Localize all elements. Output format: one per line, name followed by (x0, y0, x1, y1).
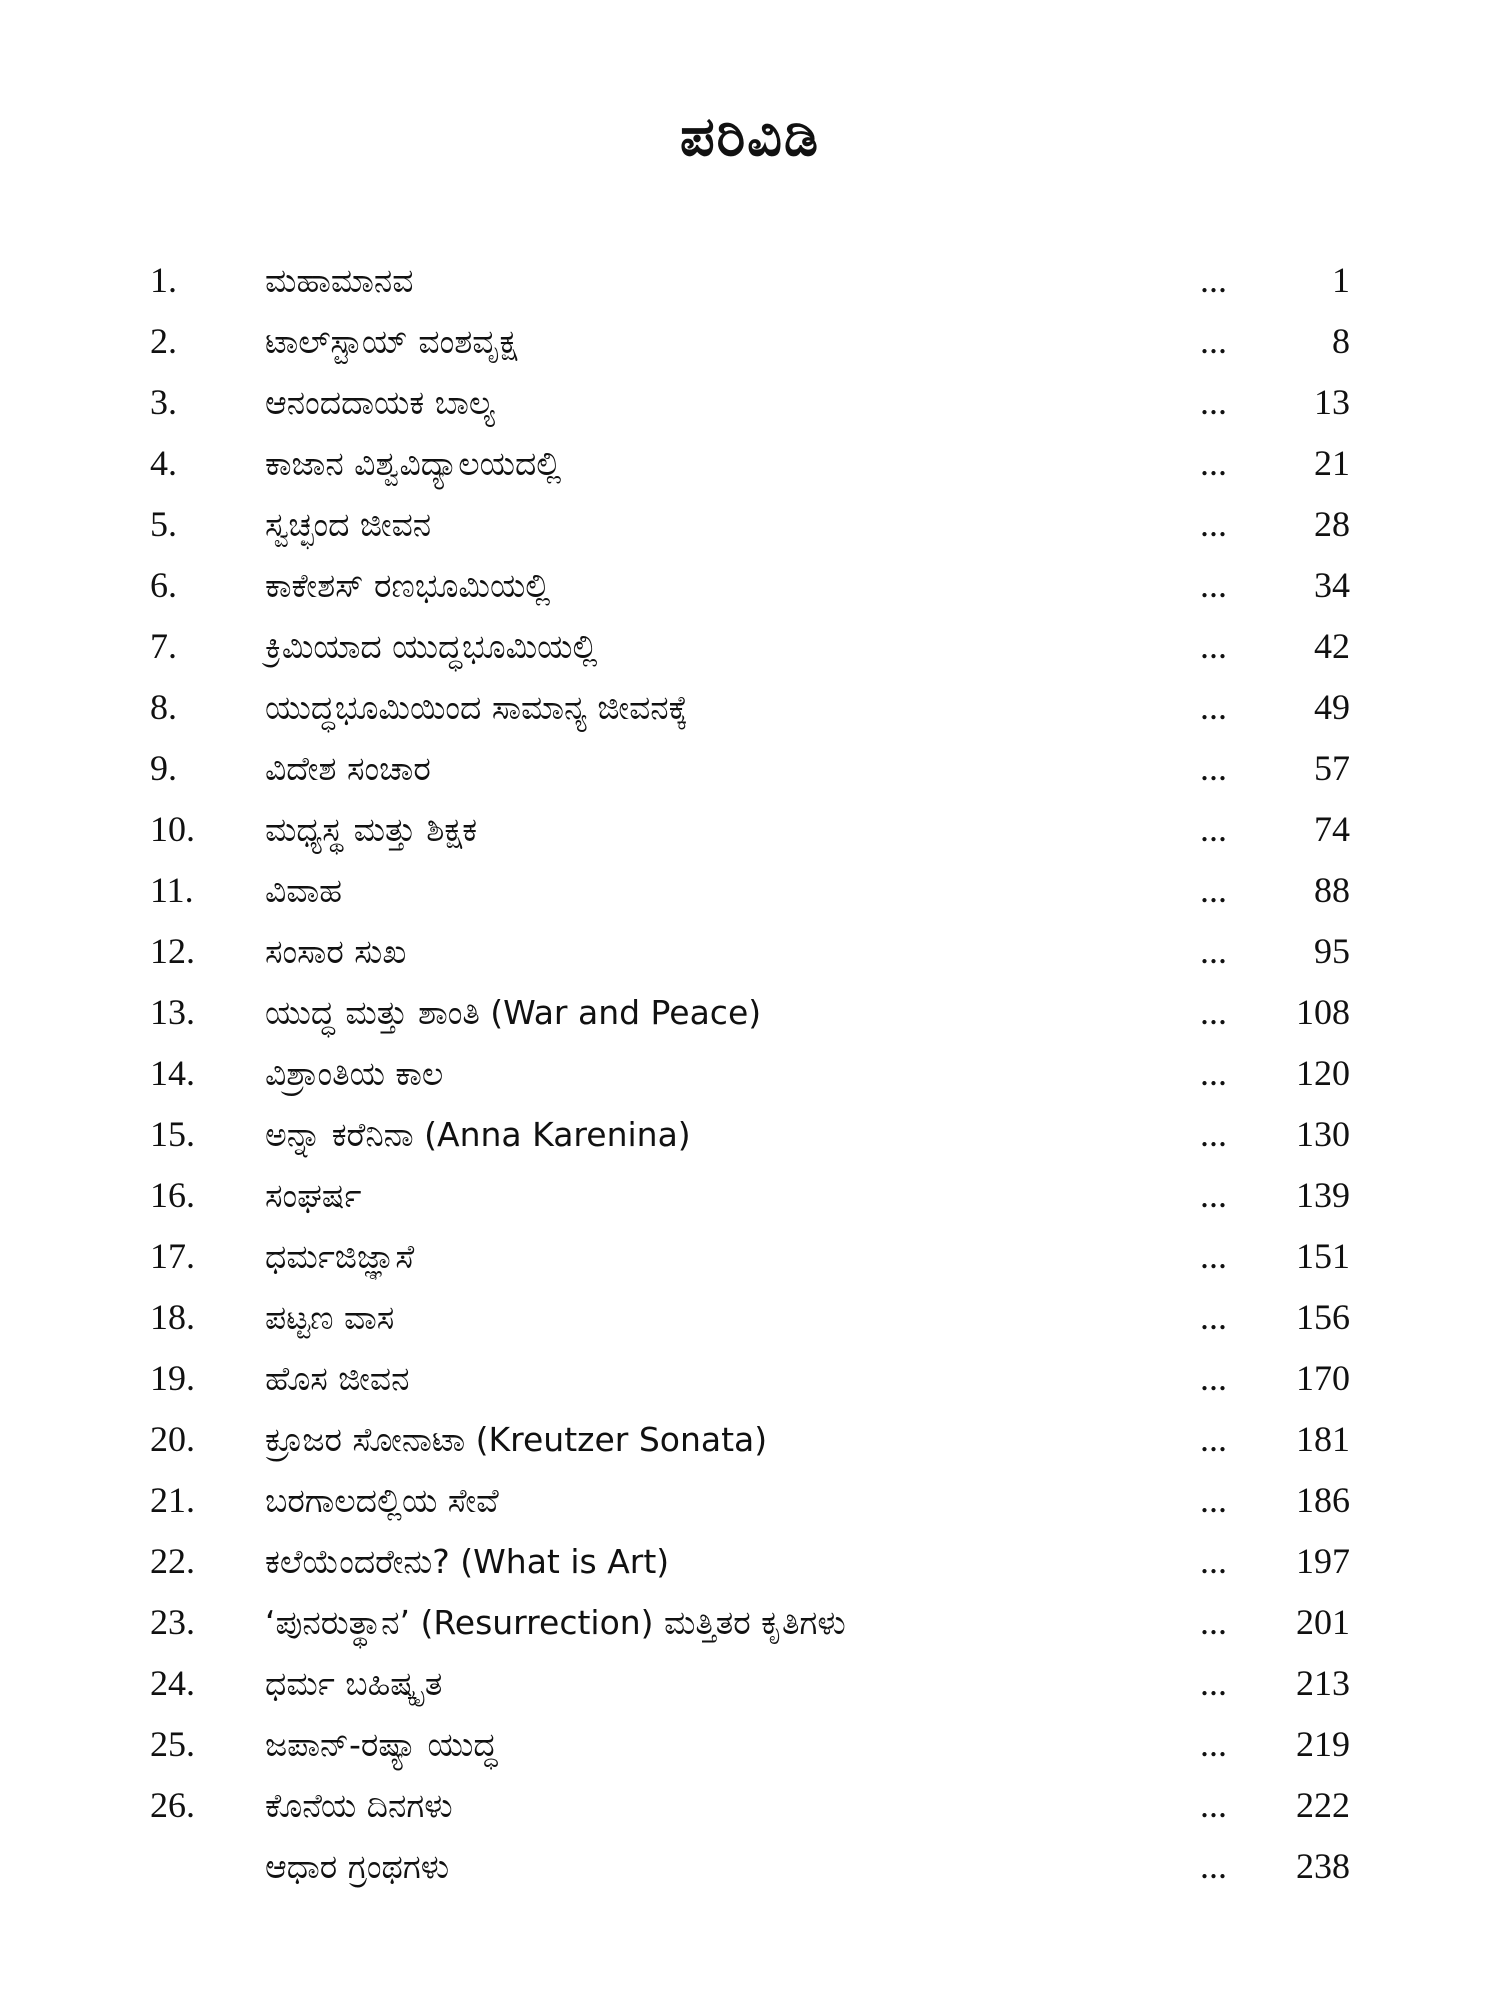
toc-entry (150, 494, 1350, 555)
page-number: 120 (1296, 1053, 1350, 1093)
page-number: 108 (1296, 992, 1350, 1032)
page-number: 49 (1314, 687, 1350, 727)
toc-entry (150, 1470, 1350, 1531)
entry-number: 23. (150, 1602, 195, 1642)
entry-number: 12. (150, 931, 195, 971)
leader-dots: ... (1200, 1297, 1227, 1337)
entry-title: ಕ್ರೂಜರ ಸೋನಾಟಾ (Kreutzer Sonata) (265, 1420, 768, 1459)
entry-number: 21. (150, 1480, 195, 1520)
leader-dots: ... (1200, 870, 1227, 910)
page-number: 42 (1314, 626, 1350, 666)
leader-dots: ... (1200, 1602, 1227, 1642)
page-number: 74 (1314, 809, 1350, 849)
entry-title: ವಿದೇಶ ಸಂಚಾರ (265, 749, 431, 788)
page-number: 34 (1314, 565, 1350, 605)
page-number: 1 (1332, 260, 1350, 300)
page-number: 28 (1314, 504, 1350, 544)
toc-entry (150, 1043, 1350, 1104)
entry-number: 14. (150, 1053, 195, 1093)
entry-number: 8. (150, 687, 177, 727)
entry-number: 2. (150, 321, 177, 361)
entry-title: ಕಲೆಯೆಂದರೇನು? (What is Art) (265, 1542, 670, 1581)
entry-number: 13. (150, 992, 195, 1032)
toc-entry (150, 1226, 1350, 1287)
toc-entry (150, 799, 1350, 860)
toc-entry (150, 1592, 1350, 1653)
entry-title: ಅನ್ನಾ ಕರೆನಿನಾ (Anna Karenina) (265, 1115, 691, 1154)
entry-title: ಟಾಲ್‌ಸ್ಟಾಯ್ ವಂಶವೃಕ್ಷ (265, 322, 518, 361)
entry-number: 24. (150, 1663, 195, 1703)
leader-dots: ... (1200, 1053, 1227, 1093)
entry-number: 26. (150, 1785, 195, 1825)
leader-dots: ... (1200, 809, 1227, 849)
page-number: 170 (1296, 1358, 1350, 1398)
entry-title: ಮಧ್ಯಸ್ಥ ಮತ್ತು ಶಿಕ್ಷಕ (265, 810, 478, 849)
page-number: 222 (1296, 1785, 1350, 1825)
page-number: 130 (1296, 1114, 1350, 1154)
page-number: 186 (1296, 1480, 1350, 1520)
entry-title: ಹೊಸ ಜೀವನ (265, 1359, 410, 1398)
entry-number: 20. (150, 1419, 195, 1459)
table-of-contents (150, 250, 1350, 1897)
entry-title: ಮಹಾಮಾನವ (265, 261, 414, 300)
entry-number: 6. (150, 565, 177, 605)
entry-title: ಕಾಜಾನ ವಿಶ್ವವಿದ್ಯಾಲಯದಲ್ಲಿ (265, 444, 562, 483)
entry-title: ಬರಗಾಲದಲ್ಲಿಯ ಸೇವೆ (265, 1481, 499, 1520)
entry-number: 16. (150, 1175, 195, 1215)
entry-title: ಕಾಕೇಶಸ್ ರಣಭೂಮಿಯಲ್ಲಿ (265, 566, 551, 605)
page-title: ಪರಿವಿಡಿ (680, 105, 820, 168)
entry-number: 10. (150, 809, 195, 849)
toc-entry (150, 1775, 1350, 1836)
leader-dots: ... (1200, 1724, 1227, 1764)
entry-number: 17. (150, 1236, 195, 1276)
toc-entry (150, 616, 1350, 677)
leader-dots: ... (1200, 1846, 1227, 1886)
leader-dots: ... (1200, 1236, 1227, 1276)
toc-entry (150, 311, 1350, 372)
leader-dots: ... (1200, 321, 1227, 361)
toc-entry (150, 921, 1350, 982)
entry-title: ಪಟ್ಟಣ ವಾಸ (265, 1298, 395, 1337)
toc-entry (150, 1714, 1350, 1775)
leader-dots: ... (1200, 626, 1227, 666)
page-number: 21 (1314, 443, 1350, 483)
leader-dots: ... (1200, 1419, 1227, 1459)
leader-dots: ... (1200, 1785, 1227, 1825)
leader-dots: ... (1200, 992, 1227, 1032)
entry-title: ಕೊನೆಯ ದಿನಗಳು (265, 1786, 453, 1825)
entry-title: ಆನಂದದಾಯಕ ಬಾಲ್ಯ (265, 383, 495, 422)
toc-entry (150, 250, 1350, 311)
entry-title: ಸಂಘರ್ಷ (265, 1176, 362, 1215)
entry-number: 19. (150, 1358, 195, 1398)
entry-number: 7. (150, 626, 177, 666)
leader-dots: ... (1200, 443, 1227, 483)
leader-dots: ... (1200, 1175, 1227, 1215)
page-number: 201 (1296, 1602, 1350, 1642)
entry-title: ಆಧಾರ ಗ್ರಂಥಗಳು (265, 1847, 450, 1886)
page-number: 156 (1296, 1297, 1350, 1337)
toc-entry (150, 1104, 1350, 1165)
toc-entry (150, 372, 1350, 433)
leader-dots: ... (1200, 504, 1227, 544)
entry-title: ಯುದ್ಧಭೂಮಿಯಿಂದ ಸಾಮಾನ್ಯ ಜೀವನಕ್ಕೆ (265, 688, 688, 727)
page-number: 8 (1332, 321, 1350, 361)
leader-dots: ... (1200, 748, 1227, 788)
entry-title: ಧರ್ಮಜಿಜ್ಞಾಸೆ (265, 1237, 415, 1276)
entry-title: ಸ್ವಚ್ಛಂದ ಜೀವನ (265, 505, 432, 544)
page-number: 88 (1314, 870, 1350, 910)
page-number: 151 (1296, 1236, 1350, 1276)
leader-dots: ... (1200, 931, 1227, 971)
entry-number: 22. (150, 1541, 195, 1581)
entry-title: ‘ಪುನರುತ್ಥಾನ’ (Resurrection) ಮತ್ತಿತರ ಕೃತಿಗಳು (265, 1603, 846, 1642)
toc-entry (150, 982, 1350, 1043)
leader-dots: ... (1200, 1541, 1227, 1581)
page-number: 139 (1296, 1175, 1350, 1215)
leader-dots: ... (1200, 1480, 1227, 1520)
toc-entry (150, 1409, 1350, 1470)
toc-entry (150, 433, 1350, 494)
toc-entry (150, 1287, 1350, 1348)
entry-title: ವಿವಾಹ (265, 871, 342, 910)
entry-title: ಸಂಸಾರ ಸುಖ (265, 932, 407, 971)
entry-title: ಜಪಾನ್-ರಷ್ಯಾ ಯುದ್ಧ (265, 1725, 498, 1764)
entry-number: 11. (150, 870, 194, 910)
page-number: 238 (1296, 1846, 1350, 1886)
entry-number: 1. (150, 260, 177, 300)
toc-entry (150, 555, 1350, 616)
entry-number: 25. (150, 1724, 195, 1764)
page-number: 13 (1314, 382, 1350, 422)
leader-dots: ... (1200, 565, 1227, 605)
page-number: 181 (1296, 1419, 1350, 1459)
toc-entry (150, 1165, 1350, 1226)
toc-entry (150, 860, 1350, 921)
toc-entry (150, 677, 1350, 738)
toc-entry (150, 1348, 1350, 1409)
leader-dots: ... (1200, 687, 1227, 727)
entry-title: ವಿಶ್ರಾಂತಿಯ ಕಾಲ (265, 1054, 444, 1093)
toc-entry (150, 1836, 1350, 1897)
page-number: 57 (1314, 748, 1350, 788)
leader-dots: ... (1200, 1663, 1227, 1703)
entry-number: 15. (150, 1114, 195, 1154)
page-number: 197 (1296, 1541, 1350, 1581)
leader-dots: ... (1200, 260, 1227, 300)
entry-number: 4. (150, 443, 177, 483)
entry-number: 3. (150, 382, 177, 422)
page-number: 213 (1296, 1663, 1350, 1703)
entry-title: ಕ್ರಿಮಿಯಾದ ಯುದ್ಧಭೂಮಿಯಲ್ಲಿ (265, 627, 598, 666)
page-number: 219 (1296, 1724, 1350, 1764)
leader-dots: ... (1200, 1358, 1227, 1398)
entry-number: 9. (150, 748, 177, 788)
toc-entry (150, 1653, 1350, 1714)
page-number: 95 (1314, 931, 1350, 971)
toc-entry (150, 1531, 1350, 1592)
leader-dots: ... (1200, 1114, 1227, 1154)
entry-title: ಯುದ್ಧ ಮತ್ತು ಶಾಂತಿ (War and Peace) (265, 993, 762, 1032)
entry-number: 18. (150, 1297, 195, 1337)
entry-title: ಧರ್ಮ ಬಹಿಷ್ಕೃತ (265, 1664, 443, 1703)
leader-dots: ... (1200, 382, 1227, 422)
toc-entry (150, 738, 1350, 799)
entry-number: 5. (150, 504, 177, 544)
